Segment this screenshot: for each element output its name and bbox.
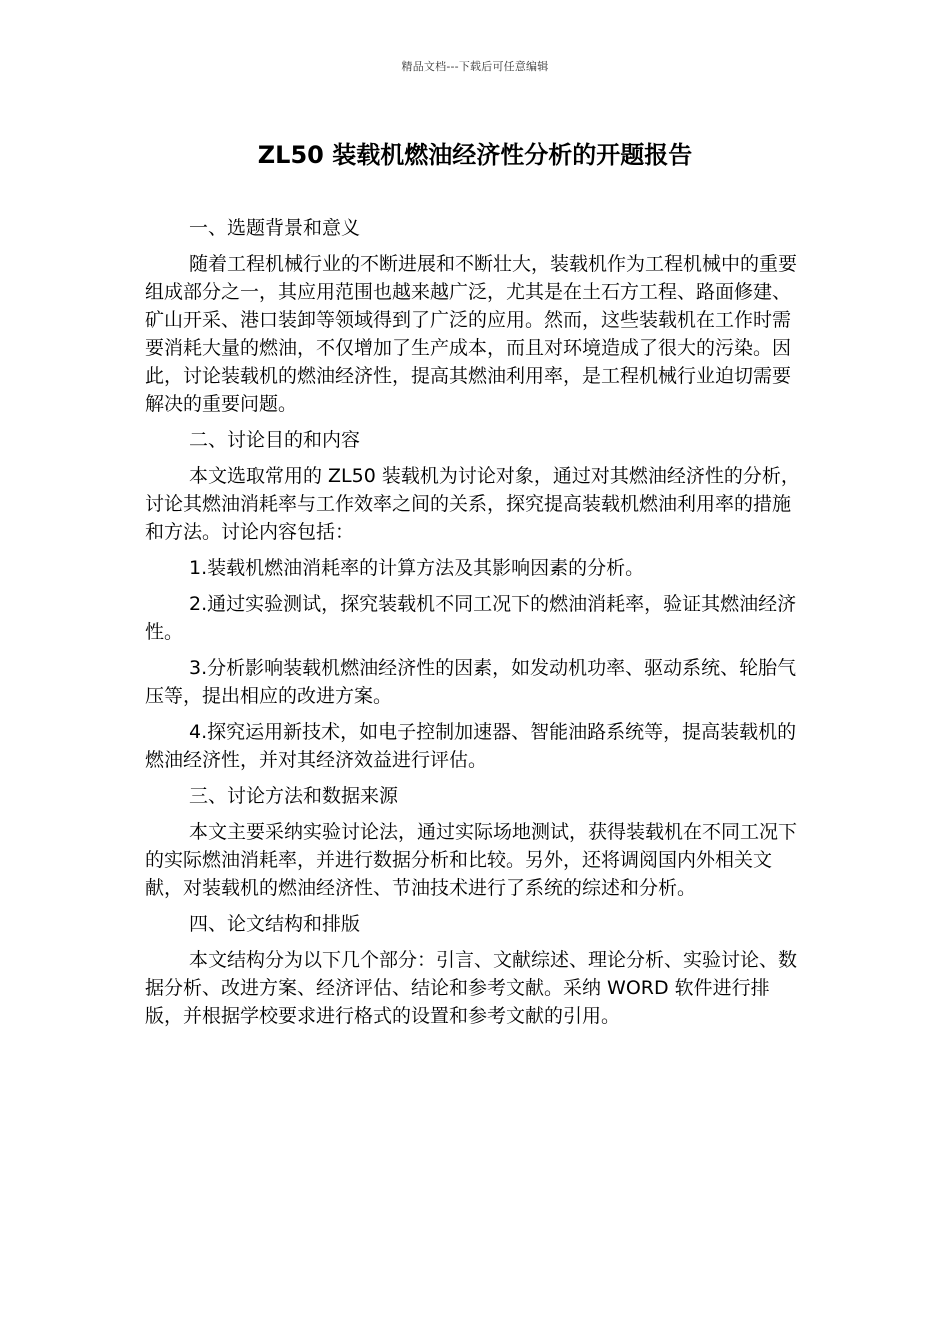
paragraph: 随着工程机械行业的不断进展和不断壮大，装载机作为工程机械中的重要组成部分之一，其应用范围也越来越广泛，尤其是在土石方工程、路面修建、矿山开采、港口装卸等领域得到了广泛的应用。然而，这些装载机在工作时需要消耗大量的燃油，不仅增加了生产成本，而且对环境造成了很大的污染。因此，讨论装载机的燃油经济性，提高其燃油利用率，是工程机械行业迫切需要解决的重要问题。 — [145, 253, 798, 415]
section-heading-structure: 四、论文结构和排版 — [189, 913, 361, 935]
list-item-4: 4.探究运用新技术，如电子控制加速器、智能油路系统等，提高装载机的燃油经济性，并对其经济效益进行评估。 — [145, 721, 797, 771]
list-item-2: 2.通过实验测试，探究装载机不同工况下的燃油消耗率，验证其燃油经济性。 — [145, 593, 797, 643]
paragraph: 本文结构分为以下几个部分：引言、文献综述、理论分析、实验讨论、数据分析、改进方案、经济评估、结论和参考文献。采纳 WORD 软件进行排版，并根据学校要求进行格式的设置和参考文献的引用。 — [145, 949, 798, 1027]
section-heading-background: 一、选题背景和意义 — [189, 217, 361, 239]
header-note: 精品文档---下载后可任意编辑 — [401, 60, 549, 73]
list-item-3: 3.分析影响装载机燃油经济性的因素，如发动机功率、驱动系统、轮胎气压等，提出相应的改进方案。 — [145, 657, 797, 707]
paragraph: 本文主要采纳实验讨论法，通过实际场地测试，获得装载机在不同工况下的实际燃油消耗率，并进行数据分析和比较。另外，还将调阅国内外相关文献，对装载机的燃油经济性、节油技术进行了系统的综述和分析。 — [145, 821, 798, 899]
list-item-1: 1.装载机燃油消耗率的计算方法及其影响因素的分析。 — [189, 557, 645, 579]
document-body — [145, 214, 805, 1038]
paragraph: 本文选取常用的 ZL50 装载机为讨论对象，通过对其燃油经济性的分析，讨论其燃油消耗率与工作效率之间的关系，探究提高装载机燃油利用率的措施和方法。讨论内容包括： — [145, 465, 800, 543]
section-heading-objectives: 二、讨论目的和内容 — [189, 429, 361, 451]
section-heading-methods: 三、讨论方法和数据来源 — [189, 785, 399, 807]
document-title: ZL50 装载机燃油经济性分析的开题报告 — [257, 141, 693, 169]
